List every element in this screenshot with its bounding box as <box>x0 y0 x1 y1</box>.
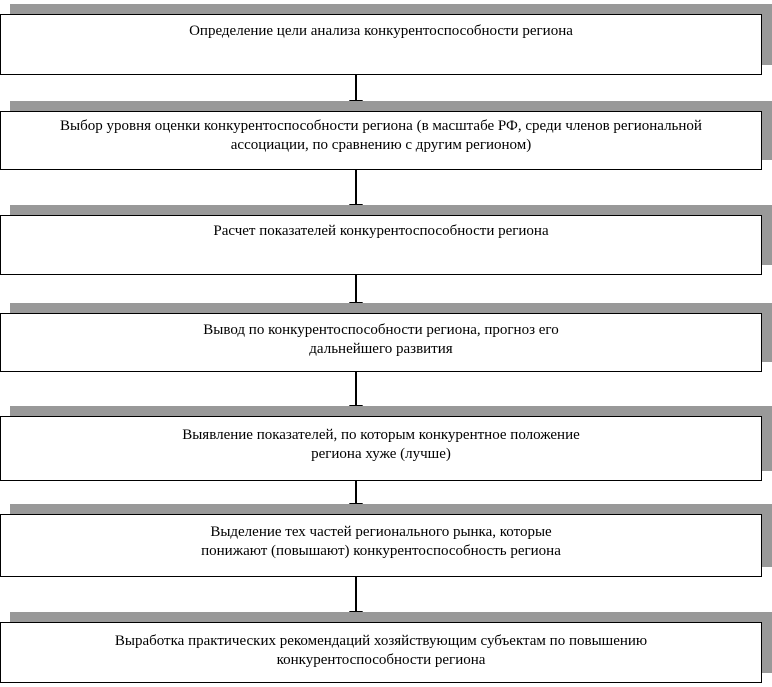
step-2-text: Выбор уровня оценки конкурентоспособности региона (в масштабе РФ, среди членов региональной ассоциации, по сравнению с другим регионом) <box>60 118 702 153</box>
step-6-box <box>0 514 762 577</box>
step-4-box <box>0 313 762 372</box>
step-3-text: Расчет показателей конкурентоспособности региона <box>213 223 549 239</box>
step-1-text: Определение цели анализа конкурентоспособности региона <box>189 23 573 39</box>
step-5-box <box>0 416 762 481</box>
step-6-text: Выделение тех частей регионального рынка, которые понижают (повышают) конкурентоспособность региона <box>201 524 561 559</box>
step-1-box <box>0 14 762 75</box>
step-2 <box>0 111 762 170</box>
step-5-text: Выявление показателей, по которым конкурентное положение региона хуже (лучше) <box>182 427 580 462</box>
step-4 <box>0 313 762 372</box>
arrow-1-line <box>355 75 357 101</box>
step-7-text: Выработка практических рекомендаций хозяйствующим субъектам по повышению конкурентоспособности региона <box>114 633 648 668</box>
arrow-4-line <box>355 372 357 406</box>
arrow-6-line <box>355 577 357 612</box>
step-7-box <box>0 622 762 683</box>
step-2-box <box>0 111 762 170</box>
step-3-box <box>0 215 762 275</box>
arrow-3-line <box>355 275 357 303</box>
arrow-5-line <box>355 481 357 504</box>
arrow-2-line <box>355 170 357 205</box>
step-6 <box>0 514 762 577</box>
step-4-text: Вывод по конкурентоспособности региона, прогноз его дальнейшего развития <box>203 322 559 357</box>
step-3 <box>0 215 762 275</box>
step-1 <box>0 14 762 75</box>
step-5 <box>0 416 762 481</box>
step-7 <box>0 622 762 683</box>
